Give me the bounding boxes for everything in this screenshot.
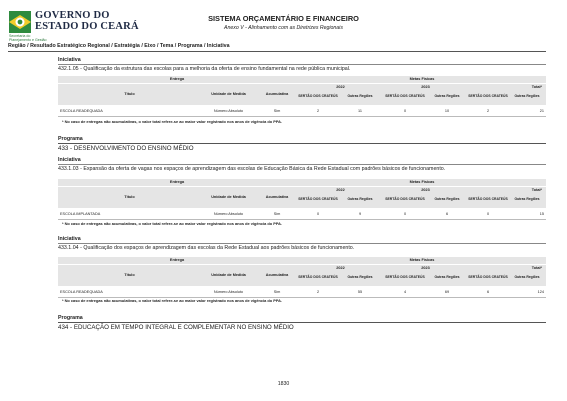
programa-heading: Programa <box>58 136 83 142</box>
outras-header: Outras Regiões <box>434 94 460 98</box>
value-cell: 10 <box>444 109 450 113</box>
unidade-cell: Número Absoluto <box>213 109 244 113</box>
metas-header: Metas Físicas <box>409 77 435 81</box>
entrega-header: Entrega <box>169 77 185 81</box>
table-subheader-row <box>58 265 546 286</box>
titulo-header: Título <box>124 195 135 199</box>
table-row <box>58 107 546 115</box>
outras-header: Outras Regiões <box>347 94 373 98</box>
year-2023-header: 2023 <box>421 188 430 192</box>
value-cell: 6 <box>445 212 449 216</box>
logo-text-line2: ESTADO DO CEARÁ <box>35 21 139 32</box>
unidade-cell: Número Absoluto <box>213 212 244 216</box>
outras-header: Outras Regiões <box>347 275 373 279</box>
acumulativa-header: Acumulativa <box>265 92 289 96</box>
value-cell: 69 <box>444 290 450 294</box>
total-header: Total* <box>531 85 542 89</box>
titulo-cell: ESCOLA READEQUADA <box>60 109 103 113</box>
table-row <box>58 210 546 218</box>
divider <box>58 164 546 165</box>
report-subtitle: Anexo V - Alinhamento com as Diretrizes Regionais <box>224 25 343 31</box>
value-cell: 0 <box>486 212 490 216</box>
titulo-cell: ESCOLA READEQUADA <box>60 290 103 294</box>
logo-subtitle: Secretaria do Planejamento e Gestão <box>9 34 47 42</box>
programa-text: 433 - DESENVOLVIMENTO DO ENSINO MÉDIO <box>58 145 194 152</box>
titulo-header: Título <box>124 273 135 277</box>
divider <box>58 322 546 323</box>
outras-header: Outras Regiões <box>514 94 540 98</box>
acumulativa-cell: Sim <box>273 212 281 216</box>
table-subheader-row <box>58 84 546 105</box>
value-cell: 2 <box>316 290 320 294</box>
value-cell: 0 <box>403 212 407 216</box>
outras-header: Outras Regiões <box>514 197 540 201</box>
value-cell: 15 <box>539 212 544 216</box>
iniciativa-heading: Iniciativa <box>58 57 81 63</box>
year-2022-header: 2022 <box>336 85 345 89</box>
iniciativa-heading: Iniciativa <box>58 236 81 242</box>
value-cell: 0 <box>316 212 320 216</box>
value-cell: 11 <box>358 109 362 113</box>
acumulativa-cell: Sim <box>273 109 281 113</box>
outras-header: Outras Regiões <box>514 275 540 279</box>
divider <box>58 219 546 220</box>
unidade-header: Unidade de Medida <box>211 195 246 199</box>
acumulativa-header: Acumulativa <box>265 273 289 277</box>
iniciativa-text: 433.1.03 - Expansão da oferta de vagas nos espaços de aprendizagem das escolas de Educação Básica da Rede Estadual com padrões básicos de funcionamento. <box>58 166 446 172</box>
unidade-cell: Número Absoluto <box>213 290 244 294</box>
sertao-header: SERTÃO DOS CRATEÚS <box>298 275 338 279</box>
table-footnote: * No caso de entregas não acumulativas, o valor total refere-se ao maior valor registrado nos anos de vigência do PPA. <box>62 119 283 124</box>
sertao-header: SERTÃO DOS CRATEÚS <box>298 197 338 201</box>
outras-header: Outras Regiões <box>434 197 460 201</box>
value-cell: 2 <box>486 109 490 113</box>
titulo-header: Título <box>124 92 135 96</box>
iniciativa-heading: Iniciativa <box>58 157 81 163</box>
programa-text: 434 - EDUCAÇÃO EM TEMPO INTEGRAL E COMPLEMENTAR NO ENSINO MÉDIO <box>58 324 294 331</box>
value-cell: 9 <box>358 212 362 216</box>
table-header-row <box>58 179 546 186</box>
iniciativa-text: 433.1.04 - Qualificação dos espaços de aprendizagem das escolas da Rede Estadual aos padrões básicos de funcionamento. <box>58 245 355 251</box>
logo-text-line1: GOVERNO DO <box>35 10 110 21</box>
sertao-header: SERTÃO DOS CRATEÚS <box>385 94 425 98</box>
table-header-row <box>58 257 546 264</box>
table-footnote: * No caso de entregas não acumulativas, o valor total refere-se ao maior valor registrado nos anos de vigência do PPA. <box>62 298 283 303</box>
sertao-header: SERTÃO DOS CRATEÚS <box>385 197 425 201</box>
metas-header: Metas Físicas <box>409 180 435 184</box>
value-cell: 2 <box>316 109 320 113</box>
table-subheader-row <box>58 187 546 208</box>
table-row <box>58 288 546 296</box>
divider <box>58 143 546 144</box>
programa-heading: Programa <box>58 315 83 321</box>
divider <box>58 116 546 117</box>
table-footnote: * No caso de entregas não acumulativas, o valor total refere-se ao maior valor registrado nos anos de vigência do PPA. <box>62 221 283 226</box>
sertao-header: SERTÃO DOS CRATEÚS <box>468 197 508 201</box>
value-cell: 4 <box>403 290 407 294</box>
outras-header: Outras Regiões <box>434 275 460 279</box>
total-header: Total* <box>531 188 542 192</box>
year-2023-header: 2023 <box>421 266 430 270</box>
acumulativa-cell: Sim <box>273 290 281 294</box>
year-2023-header: 2023 <box>421 85 430 89</box>
metas-header: Metas Físicas <box>409 258 435 262</box>
unidade-header: Unidade de Medida <box>211 92 246 96</box>
sertao-header: SERTÃO DOS CRATEÚS <box>468 94 508 98</box>
header-divider <box>8 51 546 52</box>
sertao-header: SERTÃO DOS CRATEÚS <box>468 275 508 279</box>
entrega-header: Entrega <box>169 180 185 184</box>
titulo-cell: ESCOLA IMPLANTADA <box>60 212 101 216</box>
value-cell: 21 <box>539 109 544 113</box>
total-header: Total* <box>531 266 542 270</box>
acumulativa-header: Acumulativa <box>265 195 289 199</box>
iniciativa-text: 432.1.05 - Qualificação da estrutura das escolas para a melhoria da oferta de ensino fundamental na rede pública municipal. <box>58 66 351 72</box>
report-title: SISTEMA ORÇAMENTÁRIO E FINANCEIRO <box>208 14 359 23</box>
page-number: 1830 <box>277 381 290 387</box>
outras-header: Outras Regiões <box>347 197 373 201</box>
divider <box>58 64 546 65</box>
year-2022-header: 2022 <box>336 266 345 270</box>
table-header-row <box>58 76 546 83</box>
unidade-header: Unidade de Medida <box>211 273 246 277</box>
divider <box>58 243 546 244</box>
year-2022-header: 2022 <box>336 188 345 192</box>
sertao-header: SERTÃO DOS CRATEÚS <box>385 275 425 279</box>
sertao-header: SERTÃO DOS CRATEÚS <box>298 94 338 98</box>
entrega-header: Entrega <box>169 258 185 262</box>
value-cell: 0 <box>403 109 407 113</box>
value-cell: 55 <box>357 290 363 294</box>
value-cell: 6 <box>486 290 490 294</box>
value-cell: 124 <box>537 290 544 294</box>
hierarchy-breadcrumb: Região / Resultado Estratégico Regional / Estratégia / Eixo / Tema / Programa / Iniciativa <box>8 43 230 49</box>
